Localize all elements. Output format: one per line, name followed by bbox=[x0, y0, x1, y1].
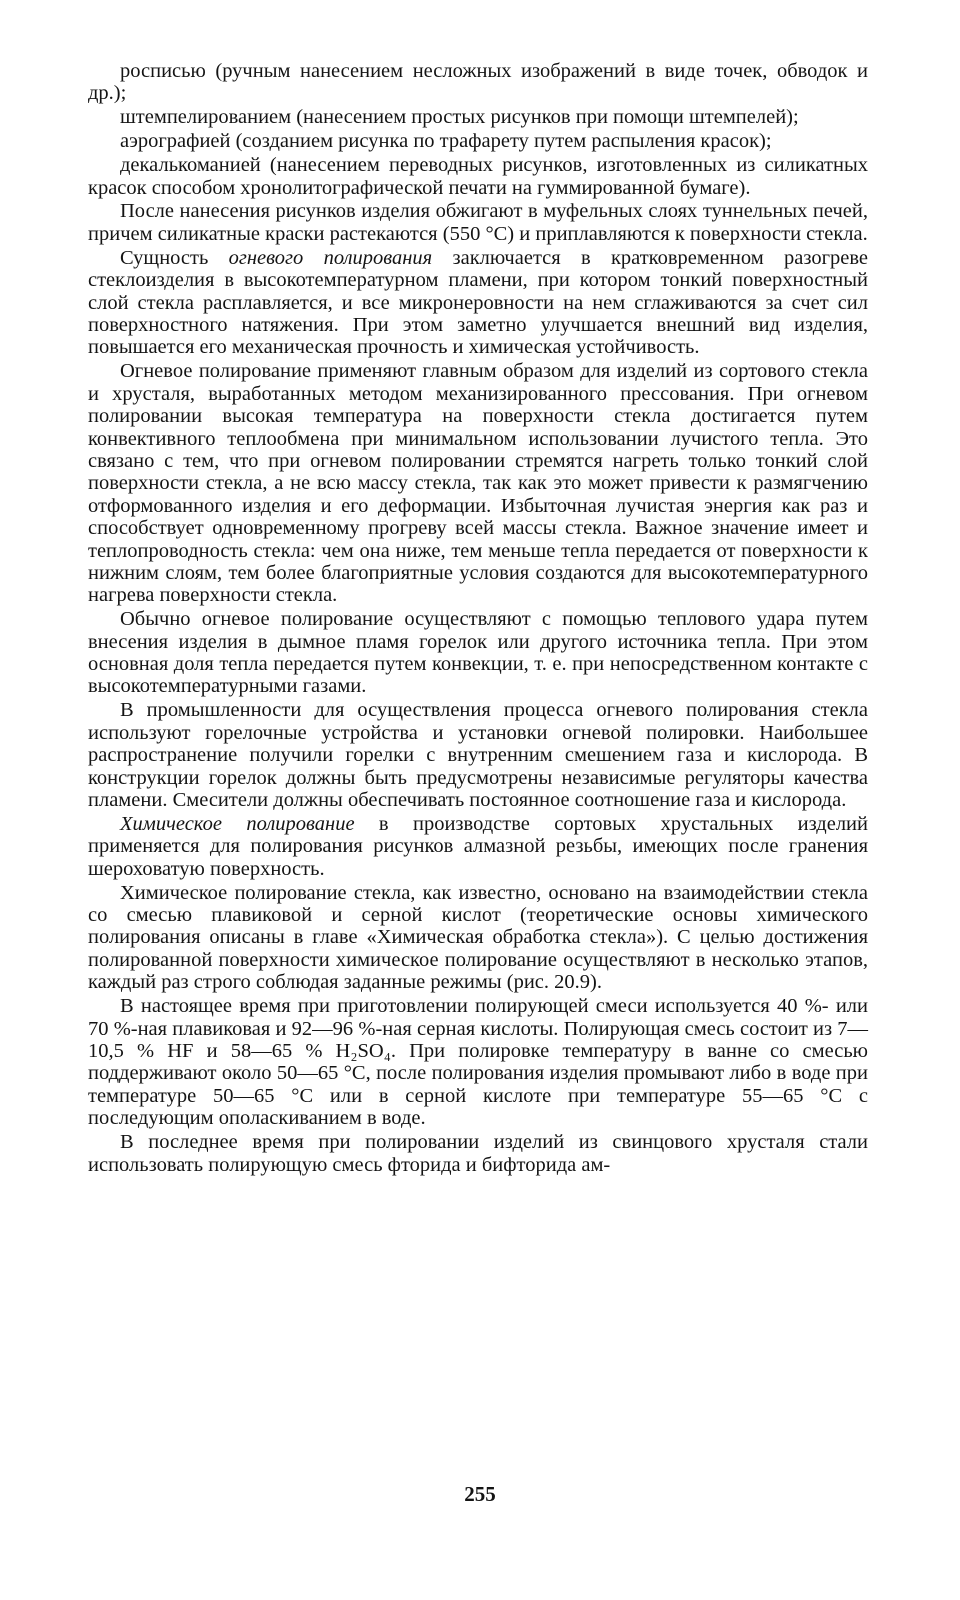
paragraph: штемпелированием (нанесением простых рисунков при помощи штемпелей); bbox=[120, 106, 799, 129]
paragraph: В настоящее время при приготовлении полирующей смеси используется 40 %- или 70 %-ная плавиковая и 92—96 %-ная серная кислоты. Полирующая смесь состоит из 7—10,5 % HF и 58—65 % H₂SO₄. При полировке температуру в ванне со смесью поддерживают около 50—65 °С, после полирования изделия промывают либо в воде при температуре 50—65 °С или в серной кислоте при температуре 55—65 °С с последующим ополаскиванием в воде. bbox=[88, 995, 868, 1130]
paragraph: В промышленности для осуществления процесса огневого полирования стекла используют горелочные устройства и установки огневой полировки. Наибольшее распространение получили горелки с внутренним смешением газа и кислорода. В конструкции горелок должны быть предусмотрены независимые регуляторы качества пламени. Смесители должны обеспечивать постоянное соотношение газа и кислорода. bbox=[88, 699, 868, 811]
paragraph: Огневое полирование применяют главным образом для изделий из сортового стекла и хрусталя, выработанных методом механизированного прессования. При огневом полировании высокая температура на поверхности стекла достигается путем конвективного теплообмена при минимальном использовании лучистого тепла. Это связано с тем, что при огневом полировании стремятся нагреть только тонкий слой поверхности стекла, а не всю массу стекла, так как это может привести к размягчению отформованного изделия и его деформации. Избыточная лучистая энергия как раз и способствует одновременному прогреву всей массы стекла. Важное значение имеет и теплопроводность стекла: чем она ниже, тем меньше тепла передается от поверхности к нижним слоям, тем более благоприятные условия создаются для высокотемпературного нагрева поверхности стекла. bbox=[88, 360, 868, 607]
italic-term: Химическое полирование bbox=[120, 812, 355, 835]
italic-term: огневого полирования bbox=[228, 246, 433, 269]
paragraph: После нанесения рисунков изделия обжигают в муфельных слоях туннельных печей, причем силикатные краски растекаются (550 °С) и приплавляются к поверхности стекла. bbox=[88, 200, 868, 245]
text-run: Сущность bbox=[120, 246, 229, 269]
paragraph bbox=[88, 247, 868, 359]
paragraph: декалькоманией (нанесением переводных рисунков, изготовленных из силикатных красок способом хронолитографической печати на гуммированной бумаге). bbox=[88, 154, 868, 199]
paragraph: Обычно огневое полирование осуществляют с помощью теплового удара путем внесения изделия в дымное пламя горелок или другого источника тепла. При этом основная доля тепла передается путем конвекции, т. е. при непосредственном контакте с высокотемпературными газами. bbox=[88, 608, 868, 698]
text-run: заключается в кратковременном разогреве стеклоизделия в высокотемпературном пламени, при котором тонкий поверхностный слой стекла расплавляется, и все микронеровности на нем сглаживаются за счет сил поверхностного натяжения. При этом заметно улучшается внешний вид изделия, повышается его механическая прочность и химическая устойчивость. bbox=[88, 246, 869, 359]
paragraph: росписью (ручным нанесением несложных изображений в виде точек, обводок и др.); bbox=[88, 60, 868, 105]
page-number: 255 bbox=[464, 1482, 496, 1506]
paragraph: В последнее время при полировании изделий из свинцового хрусталя стали использовать полирующую смесь фторида и бифторида ам- bbox=[88, 1131, 868, 1176]
body-text bbox=[88, 60, 868, 1176]
text-run: в производстве сортовых хрустальных изделий применяется для полирования рисунков алмазной резьбы, имеющих после гранения шероховатую поверхность. bbox=[88, 812, 868, 880]
paragraph bbox=[88, 813, 868, 880]
paragraph: аэрографией (созданием рисунка по трафарету путем распыления красок); bbox=[120, 130, 772, 153]
paragraph: Химическое полирование стекла, как известно, основано на взаимодействии стекла со смесью плавиковой и серной кислот (теоретические основы химического полирования описаны в главе «Химическая обработка стекла»). С целью достижения полированной поверхности химическое полирование осуществляют в несколько этапов, каждый раз строго соблюдая заданные режимы (рис. 20.9). bbox=[88, 881, 868, 994]
